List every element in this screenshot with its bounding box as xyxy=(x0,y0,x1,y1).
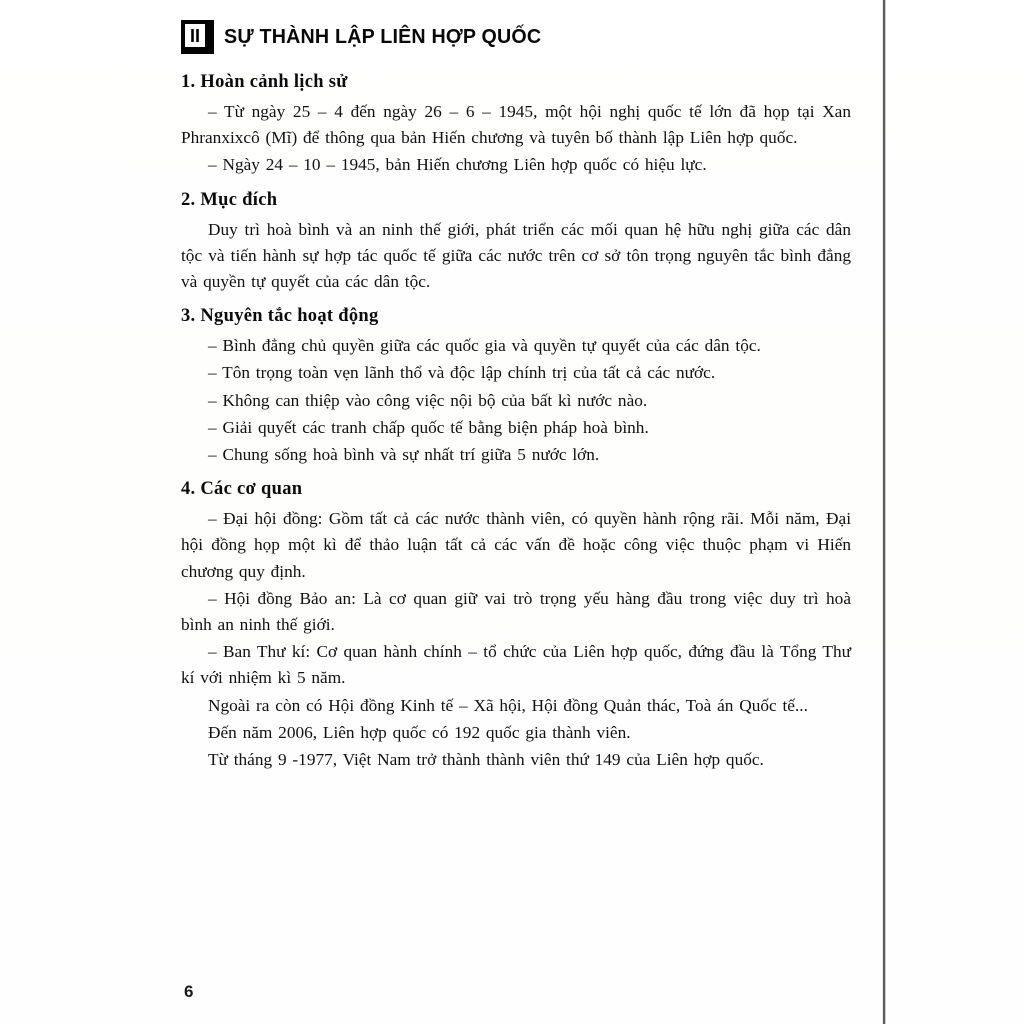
section xyxy=(181,477,851,773)
page-content xyxy=(181,16,851,774)
section-heading: 4. Các cơ quan xyxy=(181,479,303,500)
paragraph: Đến năm 2006, Liên hợp quốc có 192 quốc gia thành viên. xyxy=(208,722,631,742)
page-number: 6 xyxy=(184,982,194,1001)
paragraph: – Không can thiệp vào công việc nội bộ của bất kì nước nào. xyxy=(208,390,648,410)
section xyxy=(181,304,851,468)
scan-page-edge-line xyxy=(883,0,885,1024)
paragraph: – Ban Thư kí: Cơ quan hành chính – tổ chức của Liên hợp quốc, đứng đầu là Tổng Thư kí với nhiệm kì 5 năm. xyxy=(181,642,851,688)
paragraph: – Tôn trọng toàn vẹn lãnh thổ và độc lập chính trị của tất cả các nước. xyxy=(208,363,716,383)
paragraph: – Ngày 24 – 10 – 1945, bản Hiến chương Liên hợp quốc có hiệu lực. xyxy=(208,155,707,175)
paragraph: – Chung sống hoà bình và sự nhất trí giữa 5 nước lớn. xyxy=(208,445,600,465)
paragraph: – Đại hội đồng: Gồm tất cả các nước thành viên, có quyền hành rộng rãi. Mỗi năm, Đại hội đồng họp một kì để thảo luận tất cả các vấn đề hoặc công việc thuộc phạm vi Hiến chương quy định. xyxy=(181,509,851,581)
chapter-title: SỰ THÀNH LẬP LIÊN HỢP QUỐC xyxy=(224,25,542,48)
paragraph: Ngoài ra còn có Hội đồng Kinh tế – Xã hội, Hội đồng Quản thác, Toà án Quốc tế... xyxy=(208,695,808,715)
section-heading: 1. Hoàn cảnh lịch sử xyxy=(181,72,348,92)
paragraph: – Hội đồng Bảo an: Là cơ quan giữ vai trò trọng yếu hàng đầu trong việc duy trì hoà bình an ninh thế giới. xyxy=(181,588,851,635)
chapter-header xyxy=(181,20,851,54)
paragraph: – Bình đẳng chủ quyền giữa các quốc gia và quyền tự quyết của các dân tộc. xyxy=(208,336,761,356)
paragraph: Từ tháng 9 -1977, Việt Nam trở thành thành viên thứ 149 của Liên hợp quốc. xyxy=(208,750,764,770)
sections-container xyxy=(181,70,851,773)
section-heading: 2. Mục đích xyxy=(181,189,278,210)
section xyxy=(181,188,851,296)
paragraph: – Giải quyết các tranh chấp quốc tế bằng biện pháp hoà bình. xyxy=(208,417,649,437)
chapter-numeral-box: II xyxy=(181,20,214,54)
section xyxy=(181,70,851,179)
paragraph: Duy trì hoà bình và an ninh thế giới, phát triển các mối quan hệ hữu nghị giữa các dân tộc và tiến hành sự hợp tác quốc tế giữa các nước trên cơ sở tôn trọng nguyên tắc bình đẳng và quyền tự quyết của các dân tộc. xyxy=(181,219,851,292)
paragraph: – Từ ngày 25 – 4 đến ngày 26 – 6 – 1945, một hội nghị quốc tế lớn đã họp tại Xan Phranxixcô (Mĩ) để thông qua bản Hiến chương và tuyên bố thành lập Liên hợp quốc. xyxy=(181,102,851,148)
section-heading: 3. Nguyên tắc hoạt động xyxy=(181,306,379,327)
